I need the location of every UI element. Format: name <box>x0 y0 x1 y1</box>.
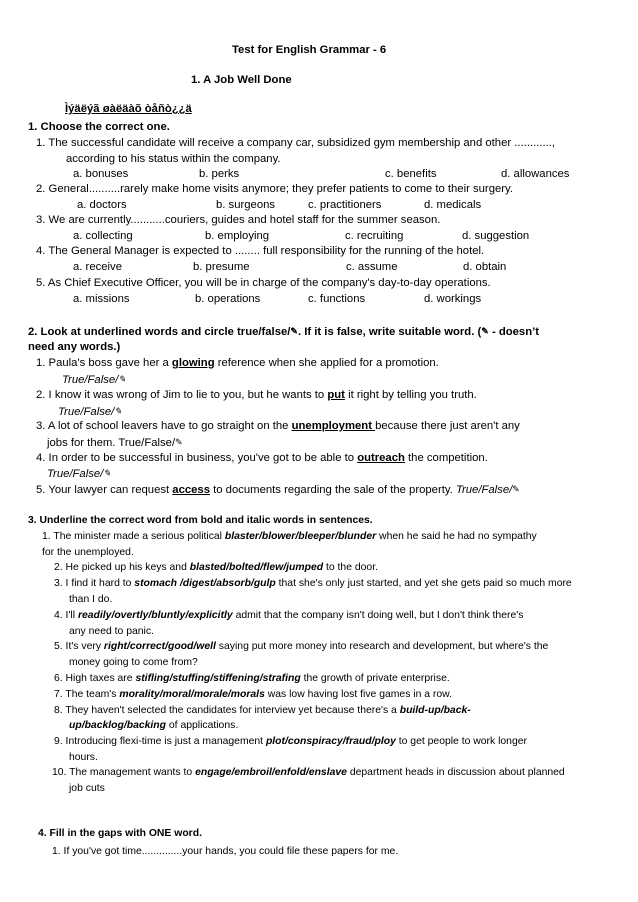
s3-q5-options: right/correct/good/well <box>103 641 216 652</box>
s3-q5-text-end: saying put more money into research and development, but where's the <box>215 641 549 652</box>
s3-q9-text: 9. Introducing flexi-time is just a management <box>54 736 266 747</box>
s3-q2-options: blasted/bolted/flew/jumped <box>189 562 324 573</box>
s1-q4-option-d: d. obtain <box>463 261 507 273</box>
true-false-label: True/False/ <box>47 468 104 480</box>
s1-q3-option-a: a. collecting <box>73 230 133 242</box>
s2-q1-underlined-word: glowing <box>171 357 215 369</box>
s3-q9 <box>54 735 527 749</box>
s3-q8-options: build-up/back- <box>399 705 471 716</box>
s3-q7-text: 7. The team's <box>54 689 120 700</box>
s2-q5-text: 5. Your lawyer can request <box>36 484 173 496</box>
s2-q1-text-end: reference when she applied for a promotion. <box>214 357 439 369</box>
s3-q9-text-end: to get people to work longer <box>395 736 527 747</box>
s3-q7-text-end: was low having lost five games in a row. <box>264 689 452 700</box>
s2-q3-text: 3. A lot of school leavers have to go straight on the <box>36 420 292 432</box>
s3-q10-text: 10. The management wants to <box>52 767 196 778</box>
s1-q4-option-c: c. assume <box>346 261 398 273</box>
s3-q1-text-end: when he said he had no sympathy <box>376 531 537 542</box>
s1-q2-option-b: b. surgeons <box>216 199 276 211</box>
s2-q2-underlined-word: put <box>327 389 345 401</box>
s3-q8-text-end: of applications. <box>166 720 239 731</box>
s3-q6-text-end: the growth of private enterprise. <box>300 673 450 684</box>
s2-q2 <box>36 388 477 402</box>
s1-q3-option-d: d. suggestion <box>462 230 530 242</box>
s2-q4 <box>36 451 488 465</box>
pencil-icon: ✎ <box>114 406 122 416</box>
s1-q5-option-b: b. operations <box>195 293 261 305</box>
s2-q4-text: 4. In order to be successful in business, you've got to be able to <box>36 452 358 464</box>
s3-q3 <box>54 577 572 591</box>
s3-q8 <box>54 704 471 718</box>
s3-q8-options-cont: up/backlog/backing <box>69 720 166 731</box>
s1-q5-option-c: c. functions <box>308 293 366 305</box>
s2-q2-answer <box>58 404 122 419</box>
s3-q3-options: stomach /digest/absorb/gulp <box>134 578 276 589</box>
s3-q3-text-end: that she's only just started, and yet she gets paid so much more <box>275 578 572 589</box>
s1-q5: 5. As Chief Executive Officer, you will be in charge of the company's day-to-day operations. <box>36 277 491 289</box>
s3-q1-options: blaster/blower/bleeper/blunder <box>224 531 377 542</box>
s3-q2-text: 2. He picked up his keys and <box>54 562 190 573</box>
pencil-icon: ✎ <box>118 374 126 384</box>
s3-q1-text: 1. The minister made a serious political <box>42 531 225 542</box>
section-3-heading: 3. Underline the correct word from bold and italic words in sentences. <box>28 515 373 526</box>
s3-q5-text: 5. It's very <box>54 641 104 652</box>
s3-q4-line2: any need to panic. <box>69 626 154 637</box>
s2-q3-line2 <box>47 435 183 450</box>
s1-q2-option-d: d. medicals <box>424 199 482 211</box>
s1-q1-option-b: b. perks <box>199 168 240 180</box>
s3-q9-options: plot/conspiracy/fraud/ploy <box>265 736 396 747</box>
s3-q1 <box>42 530 537 544</box>
s1-q4-option-a: a. receive <box>73 261 122 273</box>
s3-q7-options: morality/moral/morale/morals <box>119 689 265 700</box>
true-false-label: True/False/ <box>455 484 513 496</box>
s3-q6-options: stifling/stuffing/stiffening/strafing <box>135 673 301 684</box>
pencil-icon: ✎ <box>103 468 111 478</box>
s3-q3-line2: than I do. <box>69 594 113 605</box>
s2-q1-answer <box>62 372 126 387</box>
s2-q3-underlined-word: unemployment <box>291 420 376 432</box>
s2-heading-part-a: 2. Look at underlined words and circle true/false/ <box>28 326 291 338</box>
s3-q8-line2 <box>69 719 238 733</box>
s2-heading-part-b: . If it is false, write suitable word. ( <box>297 326 482 338</box>
section-1-heading: 1. Choose the correct one. <box>28 121 170 133</box>
s3-q3-text: 3. I find it hard to <box>54 578 135 589</box>
s2-q5-underlined-word: access <box>172 484 210 496</box>
s1-q5-option-d: d. workings <box>424 293 482 305</box>
pencil-icon: ✎ <box>512 484 520 494</box>
s1-q5-option-a: a. missions <box>73 293 130 305</box>
s2-q4-underlined-word: outreach <box>357 452 405 464</box>
s1-q3-option-c: c. recruiting <box>345 230 404 242</box>
s3-q2-text-end: to the door. <box>323 562 378 573</box>
s1-q4-option-b: b. presume <box>193 261 250 273</box>
s3-q10-text-end: department heads in discussion about planned <box>346 767 565 778</box>
s1-q1-option-d: d. allowances <box>501 168 570 180</box>
page-title: Test for English Grammar - 6 <box>232 44 387 56</box>
s3-q10-options: engage/embroil/enfold/enslave <box>195 767 347 778</box>
s3-q8-text: 8. They haven't selected the candidates for interview yet because there's a <box>54 705 400 716</box>
page-subtitle: 1. A Job Well Done <box>191 74 292 86</box>
s2-heading-part-c: - doesn’t <box>488 326 540 338</box>
true-false-label: True/False/ <box>62 374 119 386</box>
s3-q6 <box>54 672 450 686</box>
s2-q5-text-end: to documents regarding the sale of the property. <box>209 484 456 496</box>
s3-q4-options: readily/overtly/bluntly/explicitly <box>77 610 233 621</box>
garbled-heading: Ìýäëýã øàëäàõ òåñò¿¿ä <box>65 103 192 115</box>
s3-q4-text: 4. I'll <box>54 610 78 621</box>
s3-q2 <box>54 561 378 575</box>
s2-q1 <box>36 356 439 370</box>
pencil-icon: ✎ <box>175 437 183 447</box>
s3-q9-line2: hours. <box>69 752 98 763</box>
s2-q3-text-end: because there just aren't any <box>375 420 520 432</box>
s1-q1-option-c: c. benefits <box>385 168 437 180</box>
s3-q10 <box>52 766 565 780</box>
s2-q1-text: 1. Paula's boss gave her a <box>36 357 172 369</box>
s3-q7 <box>54 688 452 702</box>
s1-q1-line1: 1. The successful candidate will receive a company car, subsidized gym membership and other ............, <box>36 137 556 149</box>
section-2-heading-line2: need any words.) <box>28 341 121 353</box>
s3-q1-line2: for the unemployed. <box>42 547 134 558</box>
s1-q1-option-a: a. bonuses <box>73 168 129 180</box>
s3-q5 <box>54 640 548 654</box>
s4-q1: 1. If you've got time..............your hands, you could file these papers for me. <box>52 846 399 857</box>
s1-q3: 3. We are currently...........couriers, guides and hotel staff for the summer season. <box>36 214 441 226</box>
s3-q4-text-end: admit that the company isn't doing well, but I don't think there's <box>232 610 524 621</box>
pencil-icon: ✎ <box>290 326 298 336</box>
pencil-icon: ✎ <box>481 326 489 336</box>
s2-q2-text: 2. I know it was wrong of Jim to lie to you, but he wants to <box>36 389 328 401</box>
s1-q2: 2. General..........rarely make home visits anymore; they prefer patients to come to their surgery. <box>36 183 513 195</box>
s2-q3-answer: jobs for them. True/False/ <box>47 437 176 449</box>
s2-q5 <box>36 482 520 497</box>
s2-q4-answer <box>47 466 111 481</box>
s1-q2-option-a: a. doctors <box>77 199 127 211</box>
s3-q4 <box>54 609 523 623</box>
s1-q3-option-b: b. employing <box>205 230 270 242</box>
s3-q6-text: 6. High taxes are <box>54 673 136 684</box>
section-4-heading: 4. Fill in the gaps with ONE word. <box>38 828 202 839</box>
s1-q4: 4. The General Manager is expected to ........ full responsibility for the running of the hotel. <box>36 245 485 257</box>
s2-q2-text-end: it right by telling you truth. <box>344 389 477 401</box>
s3-q10-line2: job cuts <box>69 783 105 794</box>
s1-q1-line2: according to his status within the company. <box>66 153 281 165</box>
s3-q5-line2: money going to come from? <box>69 657 198 668</box>
s1-q2-option-c: c. practitioners <box>308 199 382 211</box>
s2-q3 <box>36 419 520 433</box>
section-2-heading <box>28 324 539 339</box>
s2-q4-text-end: the competition. <box>404 452 488 464</box>
true-false-label: True/False/ <box>58 406 115 418</box>
